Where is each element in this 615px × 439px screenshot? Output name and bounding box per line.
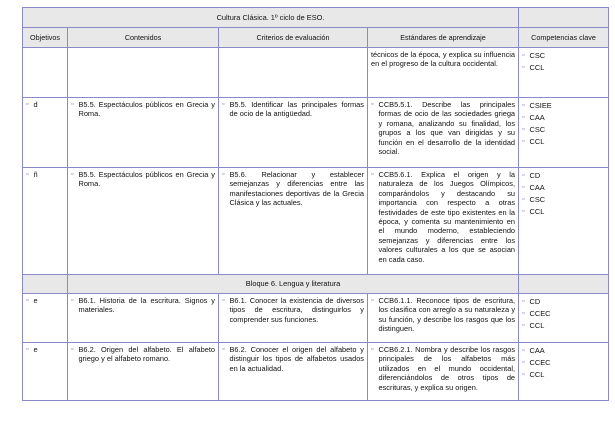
standard-text: CCB5.6.1. Explica el origen y la naturaleza de los Juegos Olímpicos, comparándolos y destacando su importancia con respecto a otras festividades de este tipo existentes en la época, y comenta su mantenimiento en el mundo moderno, estableciendo semejanzas y diferencias entre los valores culturales a los que se asocian en cada caso.	[378, 170, 516, 264]
bullet-icon: ▫	[71, 101, 74, 108]
col-header-objetivos: Objetivos	[23, 28, 68, 48]
objective-label: e	[33, 296, 38, 305]
criteria-cell	[219, 294, 368, 343]
list-item	[522, 369, 605, 381]
bullet-icon: ▫	[522, 126, 525, 133]
competency-label: CSC	[529, 125, 546, 134]
curriculum-table	[22, 7, 609, 401]
competencies-cell	[519, 48, 609, 98]
standard-cell	[368, 48, 519, 98]
competency-label: CSC	[529, 51, 546, 60]
standard-cell	[368, 343, 519, 401]
list-item	[522, 296, 605, 308]
bullet-icon: ▫	[26, 297, 29, 304]
content-text: B6.2. Origen del alfabeto. El alfabeto griego y el alfabeto romano.	[78, 345, 215, 364]
competency-label: CCEC	[529, 358, 551, 367]
table-row	[23, 294, 609, 343]
table-title-blank	[519, 8, 609, 28]
criteria-cell	[219, 48, 368, 98]
bullet-icon: ▫	[371, 171, 374, 178]
objective-cell	[23, 168, 68, 275]
bullet-icon: ▫	[522, 138, 525, 145]
content-text: B5.5. Espectáculos públicos en Grecia y Roma.	[78, 170, 215, 189]
table-row	[23, 98, 609, 168]
competency-list	[522, 50, 605, 74]
list-item	[522, 206, 605, 218]
bullet-icon: ▫	[71, 297, 74, 304]
standard-cell	[368, 98, 519, 168]
standard-text: CCB6.2.1. Nombra y describe los rasgos principales de los alfabetos más utilizados en el mundo occidental, diferenciándolos de otros tipos de escrituras, y explica su origen.	[378, 345, 516, 392]
list-item	[522, 194, 605, 206]
bullet-icon: ▫	[371, 297, 374, 304]
list-item	[522, 357, 605, 369]
competencies-cell	[519, 294, 609, 343]
competency-label: CSC	[529, 195, 546, 204]
bullet-icon: ▫	[371, 346, 374, 353]
competencies-cell	[519, 168, 609, 275]
list-item	[522, 320, 605, 332]
bullet-icon: ▫	[71, 346, 74, 353]
criteria-text: B6.1. Conocer la existencia de diversos tipos de escritura, distinguirlos y comprender sus funciones.	[229, 296, 364, 324]
competency-label: CCL	[529, 63, 545, 72]
objective-cell	[23, 294, 68, 343]
list-item	[522, 124, 605, 136]
block-blank-left	[23, 275, 68, 294]
competencies-cell	[519, 343, 609, 401]
list-item	[522, 50, 605, 62]
col-header-estandares: Estándares de aprendizaje	[368, 28, 519, 48]
competency-list	[522, 296, 605, 332]
bullet-icon: ▫	[222, 101, 225, 108]
bullet-icon: ▫	[522, 359, 525, 366]
bullet-icon: ▫	[522, 310, 525, 317]
content-cell	[68, 343, 219, 401]
content-cell	[68, 168, 219, 275]
bullet-icon: ▫	[222, 171, 225, 178]
list-item	[522, 170, 605, 182]
standard-cell	[368, 294, 519, 343]
block-title: Bloque 6. Lengua y literatura	[68, 275, 519, 294]
bullet-icon: ▫	[522, 196, 525, 203]
bullet-icon: ▫	[26, 101, 29, 108]
competency-list	[522, 170, 605, 218]
bullet-icon: ▫	[522, 371, 525, 378]
competency-list	[522, 100, 605, 148]
bullet-icon: ▫	[222, 346, 225, 353]
bullet-icon: ▫	[522, 172, 525, 179]
bullet-icon: ▫	[522, 114, 525, 121]
competency-label: CSIEE	[529, 101, 552, 110]
bullet-icon: ▫	[26, 171, 29, 178]
criteria-text: B5.5. Identificar las principales formas de ocio de la antigüedad.	[229, 100, 364, 119]
objective-cell	[23, 48, 68, 98]
content-cell	[68, 98, 219, 168]
table-title-row	[23, 8, 609, 28]
competency-label: CAA	[529, 113, 545, 122]
content-text: B5.5. Espectáculos públicos en Grecia y Roma.	[78, 100, 215, 119]
bullet-icon: ▫	[371, 101, 374, 108]
bullet-icon: ▫	[26, 346, 29, 353]
list-item	[522, 308, 605, 320]
competency-label: CCL	[529, 207, 545, 216]
criteria-cell	[219, 343, 368, 401]
standard-text: CCB6.1.1. Reconoce tipos de escritura, los clasifica con arreglo a su naturaleza y su función, y describe los rasgos que los distinguen.	[378, 296, 516, 334]
block-header-row	[23, 275, 609, 294]
block-blank-right	[519, 275, 609, 294]
objective-cell	[23, 98, 68, 168]
criteria-text: B5.6. Relacionar y establecer semejanzas y diferencias entre las manifestaciones deportivas de la Grecia Clásica y las actuales.	[229, 170, 364, 208]
competency-label: CD	[529, 171, 541, 180]
competency-label: CAA	[529, 183, 545, 192]
list-item	[522, 182, 605, 194]
bullet-icon: ▫	[522, 52, 525, 59]
criteria-cell	[219, 168, 368, 275]
criteria-text: B6.2. Conocer el origen del alfabeto y distinguir los tipos de alfabetos usados en la actualidad.	[229, 345, 364, 373]
criteria-cell	[219, 98, 368, 168]
objective-cell	[23, 343, 68, 401]
table-row	[23, 343, 609, 401]
table-row	[23, 168, 609, 275]
competency-label: CCL	[529, 321, 545, 330]
table-title: Cultura Clásica. 1º ciclo de ESO.	[23, 8, 519, 28]
content-cell	[68, 294, 219, 343]
competency-label: CD	[529, 297, 541, 306]
table-row	[23, 48, 609, 98]
content-text: B6.1. Historia de la escritura. Signos y materiales.	[78, 296, 215, 315]
list-item	[522, 62, 605, 74]
bullet-icon: ▫	[522, 298, 525, 305]
standard-cell	[368, 168, 519, 275]
objective-label: ñ	[33, 170, 38, 179]
bullet-icon: ▫	[522, 322, 525, 329]
bullet-icon: ▫	[522, 64, 525, 71]
bullet-icon: ▫	[222, 297, 225, 304]
bullet-icon: ▫	[522, 208, 525, 215]
objective-label: d	[33, 100, 38, 109]
bullet-icon: ▫	[71, 171, 74, 178]
content-cell	[68, 48, 219, 98]
header-row	[23, 28, 609, 48]
col-header-criterios: Criterios de evaluación	[219, 28, 368, 48]
bullet-icon: ▫	[522, 184, 525, 191]
col-header-competencias: Competencias clave	[519, 28, 609, 48]
bullet-icon: ▫	[522, 347, 525, 354]
competencies-cell	[519, 98, 609, 168]
list-item	[522, 136, 605, 148]
standard-text: técnicos de la época, y explica su influencia en el progreso de la cultura occidental.	[371, 50, 516, 69]
competency-label: CCL	[529, 137, 545, 146]
competency-list	[522, 345, 605, 381]
list-item	[522, 112, 605, 124]
objective-label: e	[33, 345, 38, 354]
competency-label: CCEC	[529, 309, 551, 318]
competency-label: CCL	[529, 370, 545, 379]
bullet-icon: ▫	[522, 102, 525, 109]
standard-text: CCB5.5.1. Describe las principales formas de ocio de las sociedades griega y romana, analizando su finalidad, los grupos a los que van dirigidas y su función en el desarrollo de la identidad social.	[378, 100, 516, 157]
col-header-contenidos: Contenidos	[68, 28, 219, 48]
list-item	[522, 345, 605, 357]
list-item	[522, 100, 605, 112]
competency-label: CAA	[529, 346, 545, 355]
